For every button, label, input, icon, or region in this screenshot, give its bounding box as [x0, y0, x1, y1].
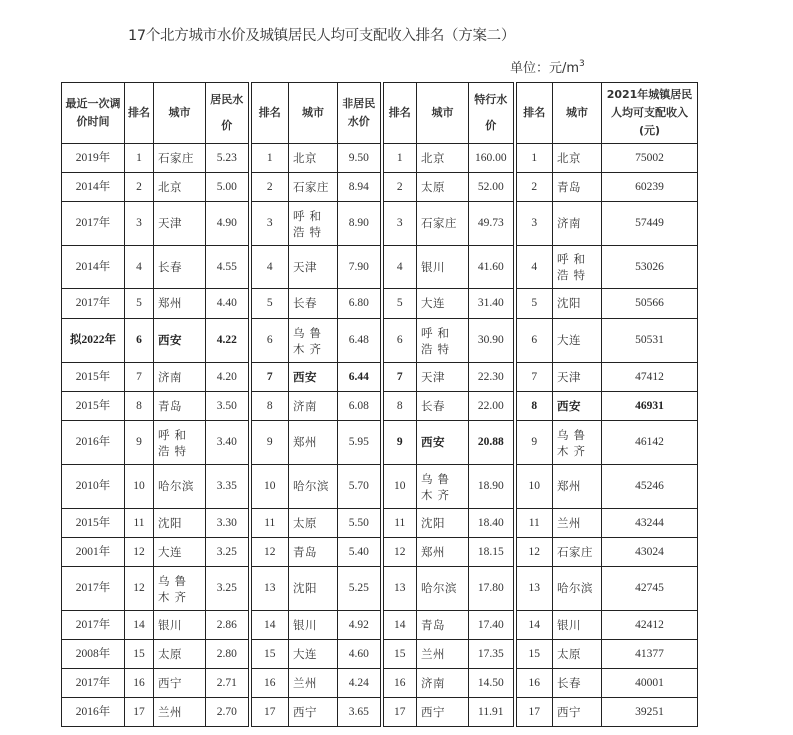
table-row	[62, 611, 698, 640]
table-row	[62, 698, 698, 727]
header-income: 2021年城镇居民人均可支配收入(元)	[602, 83, 698, 144]
cell-income-rank: 11	[515, 509, 553, 538]
cell-nonresidential-city: 西安	[289, 363, 338, 392]
cell-nonresidential-price: 6.48	[338, 319, 382, 363]
cell-residential-city: 西安	[154, 319, 206, 363]
cell-special-city: 北京	[417, 144, 469, 173]
cell-nonresidential-city: 石家庄	[289, 173, 338, 202]
header-adjust-time: 最近一次调价时间	[62, 83, 125, 144]
cell-income-value: 47412	[602, 363, 698, 392]
cell-special-price: 17.80	[469, 567, 515, 611]
cell-nonresidential-rank: 8	[250, 392, 289, 421]
cell-special-city: 长春	[417, 392, 469, 421]
header-g2-rank: 排名	[250, 83, 289, 144]
cell-special-city: 西安	[417, 421, 469, 465]
cell-adjust-time: 2015年	[62, 363, 125, 392]
cell-nonresidential-price: 5.50	[338, 509, 382, 538]
cell-income-city: 西安	[553, 392, 602, 421]
cell-adjust-time: 2017年	[62, 611, 125, 640]
cell-nonresidential-city: 青岛	[289, 538, 338, 567]
cell-residential-city: 北京	[154, 173, 206, 202]
cell-income-city: 太原	[553, 640, 602, 669]
cell-income-value: 57449	[602, 202, 698, 246]
cell-residential-rank: 4	[125, 246, 154, 289]
cell-residential-price: 2.86	[206, 611, 250, 640]
header-row	[62, 83, 698, 144]
cell-income-city: 沈阳	[553, 289, 602, 319]
cell-residential-price: 4.20	[206, 363, 250, 392]
cell-residential-price: 2.80	[206, 640, 250, 669]
cell-nonresidential-rank: 12	[250, 538, 289, 567]
cell-adjust-time: 2015年	[62, 509, 125, 538]
cell-special-price: 14.50	[469, 669, 515, 698]
cell-adjust-time: 2017年	[62, 567, 125, 611]
table-row	[62, 363, 698, 392]
cell-income-rank: 8	[515, 392, 553, 421]
cell-special-price: 11.91	[469, 698, 515, 727]
cell-special-city: 济南	[417, 669, 469, 698]
cell-adjust-time: 拟2022年	[62, 319, 125, 363]
cell-residential-rank: 8	[125, 392, 154, 421]
table-row	[62, 669, 698, 698]
table-row	[62, 640, 698, 669]
cell-special-rank: 12	[382, 538, 417, 567]
table-row	[62, 392, 698, 421]
cell-special-price: 41.60	[469, 246, 515, 289]
cell-nonresidential-price: 4.24	[338, 669, 382, 698]
cell-special-rank: 8	[382, 392, 417, 421]
cell-nonresidential-rank: 6	[250, 319, 289, 363]
header-residential-price: 居民水价	[206, 83, 250, 144]
cell-residential-city: 济南	[154, 363, 206, 392]
cell-nonresidential-city: 西宁	[289, 698, 338, 727]
cell-nonresidential-price: 8.90	[338, 202, 382, 246]
unit-superscript: 3	[579, 59, 585, 69]
cell-residential-rank: 7	[125, 363, 154, 392]
cell-income-value: 43244	[602, 509, 698, 538]
header-g1-city: 城市	[154, 83, 206, 144]
cell-income-rank: 12	[515, 538, 553, 567]
cell-residential-rank: 6	[125, 319, 154, 363]
cell-income-city: 青岛	[553, 173, 602, 202]
cell-nonresidential-price: 5.40	[338, 538, 382, 567]
cell-special-rank: 4	[382, 246, 417, 289]
cell-special-price: 52.00	[469, 173, 515, 202]
table-row	[62, 202, 698, 246]
header-g4-rank: 排名	[515, 83, 553, 144]
cell-nonresidential-price: 4.60	[338, 640, 382, 669]
cell-income-city: 乌鲁木齐	[553, 421, 602, 465]
cell-residential-city: 西宁	[154, 669, 206, 698]
cell-residential-city: 石家庄	[154, 144, 206, 173]
cell-residential-rank: 10	[125, 465, 154, 509]
cell-special-rank: 3	[382, 202, 417, 246]
cell-residential-price: 3.35	[206, 465, 250, 509]
cell-nonresidential-city: 太原	[289, 509, 338, 538]
cell-income-city: 大连	[553, 319, 602, 363]
cell-income-city: 郑州	[553, 465, 602, 509]
cell-nonresidential-price: 3.65	[338, 698, 382, 727]
cell-income-value: 39251	[602, 698, 698, 727]
cell-adjust-time: 2017年	[62, 289, 125, 319]
cell-residential-city: 天津	[154, 202, 206, 246]
table-row	[62, 319, 698, 363]
header-g4-city: 城市	[553, 83, 602, 144]
cell-nonresidential-city: 银川	[289, 611, 338, 640]
cell-residential-city: 郑州	[154, 289, 206, 319]
header-g2-city: 城市	[289, 83, 338, 144]
cell-special-price: 18.90	[469, 465, 515, 509]
cell-nonresidential-city: 乌鲁木齐	[289, 319, 338, 363]
cell-adjust-time: 2015年	[62, 392, 125, 421]
cell-residential-price: 3.30	[206, 509, 250, 538]
cell-residential-price: 3.50	[206, 392, 250, 421]
cell-nonresidential-rank: 5	[250, 289, 289, 319]
cell-adjust-time: 2014年	[62, 246, 125, 289]
cell-residential-price: 3.40	[206, 421, 250, 465]
cell-nonresidential-price: 8.94	[338, 173, 382, 202]
header-nonresidential-price: 非居民水价	[338, 83, 382, 144]
cell-income-city: 哈尔滨	[553, 567, 602, 611]
cell-special-city: 太原	[417, 173, 469, 202]
cell-special-city: 郑州	[417, 538, 469, 567]
cell-nonresidential-price: 9.50	[338, 144, 382, 173]
cell-special-rank: 17	[382, 698, 417, 727]
cell-special-city: 西宁	[417, 698, 469, 727]
cell-residential-rank: 1	[125, 144, 154, 173]
cell-income-value: 60239	[602, 173, 698, 202]
cell-residential-price: 5.00	[206, 173, 250, 202]
cell-adjust-time: 2008年	[62, 640, 125, 669]
cell-income-city: 济南	[553, 202, 602, 246]
cell-residential-price: 4.22	[206, 319, 250, 363]
cell-nonresidential-city: 沈阳	[289, 567, 338, 611]
cell-adjust-time: 2014年	[62, 173, 125, 202]
cell-income-rank: 1	[515, 144, 553, 173]
cell-nonresidential-price: 4.92	[338, 611, 382, 640]
cell-special-rank: 6	[382, 319, 417, 363]
cell-residential-city: 长春	[154, 246, 206, 289]
cell-nonresidential-rank: 4	[250, 246, 289, 289]
cell-nonresidential-rank: 15	[250, 640, 289, 669]
cell-special-price: 31.40	[469, 289, 515, 319]
cell-residential-city: 银川	[154, 611, 206, 640]
header-special-industry-price: 特行水价	[469, 83, 515, 144]
cell-income-city: 银川	[553, 611, 602, 640]
cell-income-rank: 14	[515, 611, 553, 640]
cell-nonresidential-rank: 10	[250, 465, 289, 509]
cell-income-rank: 2	[515, 173, 553, 202]
cell-nonresidential-city: 大连	[289, 640, 338, 669]
cell-residential-rank: 2	[125, 173, 154, 202]
cell-nonresidential-price: 6.08	[338, 392, 382, 421]
cell-income-rank: 9	[515, 421, 553, 465]
cell-residential-city: 乌鲁木齐	[154, 567, 206, 611]
cell-income-city: 石家庄	[553, 538, 602, 567]
table-body	[62, 144, 698, 727]
cell-nonresidential-rank: 16	[250, 669, 289, 698]
table-row	[62, 246, 698, 289]
cell-income-city: 西宁	[553, 698, 602, 727]
cell-residential-city: 青岛	[154, 392, 206, 421]
cell-nonresidential-price: 6.44	[338, 363, 382, 392]
cell-nonresidential-rank: 14	[250, 611, 289, 640]
cell-income-value: 50531	[602, 319, 698, 363]
cell-income-value: 46931	[602, 392, 698, 421]
cell-nonresidential-city: 长春	[289, 289, 338, 319]
cell-income-value: 40001	[602, 669, 698, 698]
cell-income-value: 42745	[602, 567, 698, 611]
cell-residential-rank: 12	[125, 567, 154, 611]
cell-special-price: 160.00	[469, 144, 515, 173]
header-g1-rank: 排名	[125, 83, 154, 144]
cell-nonresidential-rank: 13	[250, 567, 289, 611]
cell-adjust-time: 2019年	[62, 144, 125, 173]
cell-residential-price: 2.71	[206, 669, 250, 698]
cell-residential-price: 3.25	[206, 567, 250, 611]
cell-residential-price: 2.70	[206, 698, 250, 727]
cell-special-city: 天津	[417, 363, 469, 392]
cell-nonresidential-rank: 2	[250, 173, 289, 202]
cell-income-rank: 5	[515, 289, 553, 319]
cell-special-city: 哈尔滨	[417, 567, 469, 611]
cell-income-city: 北京	[553, 144, 602, 173]
cell-special-rank: 5	[382, 289, 417, 319]
cell-nonresidential-city: 哈尔滨	[289, 465, 338, 509]
water-price-income-ranking-table	[61, 82, 698, 727]
cell-special-rank: 11	[382, 509, 417, 538]
cell-adjust-time: 2016年	[62, 698, 125, 727]
cell-residential-city: 兰州	[154, 698, 206, 727]
table-row	[62, 509, 698, 538]
table-row	[62, 538, 698, 567]
cell-income-city: 呼和浩特	[553, 246, 602, 289]
cell-income-city: 兰州	[553, 509, 602, 538]
cell-nonresidential-rank: 1	[250, 144, 289, 173]
cell-nonresidential-city: 天津	[289, 246, 338, 289]
cell-adjust-time: 2001年	[62, 538, 125, 567]
cell-special-price: 20.88	[469, 421, 515, 465]
cell-income-rank: 16	[515, 669, 553, 698]
cell-residential-city: 哈尔滨	[154, 465, 206, 509]
cell-adjust-time: 2010年	[62, 465, 125, 509]
header-g3-rank: 排名	[382, 83, 417, 144]
cell-special-city: 兰州	[417, 640, 469, 669]
cell-residential-price: 4.40	[206, 289, 250, 319]
cell-special-rank: 7	[382, 363, 417, 392]
page-title: 17个北方城市水价及城镇居民人均可支配收入排名（方案二）	[128, 28, 516, 44]
cell-special-price: 18.15	[469, 538, 515, 567]
unit-label	[510, 57, 585, 76]
cell-income-rank: 10	[515, 465, 553, 509]
cell-special-price: 49.73	[469, 202, 515, 246]
cell-special-price: 17.40	[469, 611, 515, 640]
cell-income-rank: 3	[515, 202, 553, 246]
cell-special-price: 18.40	[469, 509, 515, 538]
cell-income-rank: 13	[515, 567, 553, 611]
unit-text: 单位：元/m	[510, 61, 580, 76]
table-row	[62, 567, 698, 611]
cell-residential-city: 大连	[154, 538, 206, 567]
header-g3-city: 城市	[417, 83, 469, 144]
cell-special-rank: 9	[382, 421, 417, 465]
cell-nonresidential-city: 郑州	[289, 421, 338, 465]
cell-nonresidential-city: 济南	[289, 392, 338, 421]
cell-residential-rank: 5	[125, 289, 154, 319]
cell-adjust-time: 2017年	[62, 669, 125, 698]
cell-residential-price: 4.90	[206, 202, 250, 246]
cell-nonresidential-rank: 17	[250, 698, 289, 727]
cell-residential-rank: 17	[125, 698, 154, 727]
cell-nonresidential-price: 5.25	[338, 567, 382, 611]
cell-income-value: 43024	[602, 538, 698, 567]
cell-special-price: 17.35	[469, 640, 515, 669]
cell-income-value: 41377	[602, 640, 698, 669]
table-row	[62, 465, 698, 509]
cell-residential-city: 沈阳	[154, 509, 206, 538]
cell-income-rank: 6	[515, 319, 553, 363]
cell-special-city: 石家庄	[417, 202, 469, 246]
cell-income-rank: 17	[515, 698, 553, 727]
cell-nonresidential-price: 5.70	[338, 465, 382, 509]
table-row	[62, 289, 698, 319]
cell-special-city: 沈阳	[417, 509, 469, 538]
cell-special-rank: 1	[382, 144, 417, 173]
cell-special-city: 青岛	[417, 611, 469, 640]
cell-nonresidential-rank: 7	[250, 363, 289, 392]
cell-adjust-time: 2017年	[62, 202, 125, 246]
table-row	[62, 421, 698, 465]
cell-residential-price: 3.25	[206, 538, 250, 567]
cell-residential-city: 呼和浩特	[154, 421, 206, 465]
cell-income-value: 50566	[602, 289, 698, 319]
cell-income-rank: 4	[515, 246, 553, 289]
cell-nonresidential-city: 北京	[289, 144, 338, 173]
cell-residential-rank: 3	[125, 202, 154, 246]
cell-special-city: 乌鲁木齐	[417, 465, 469, 509]
cell-income-city: 天津	[553, 363, 602, 392]
cell-special-rank: 15	[382, 640, 417, 669]
cell-special-rank: 2	[382, 173, 417, 202]
cell-special-city: 银川	[417, 246, 469, 289]
cell-nonresidential-rank: 3	[250, 202, 289, 246]
cell-residential-rank: 16	[125, 669, 154, 698]
cell-income-value: 75002	[602, 144, 698, 173]
cell-nonresidential-rank: 11	[250, 509, 289, 538]
cell-income-rank: 15	[515, 640, 553, 669]
cell-special-city: 大连	[417, 289, 469, 319]
cell-income-value: 42412	[602, 611, 698, 640]
table-row	[62, 144, 698, 173]
table-row	[62, 173, 698, 202]
cell-nonresidential-price: 5.95	[338, 421, 382, 465]
cell-residential-rank: 9	[125, 421, 154, 465]
cell-residential-rank: 14	[125, 611, 154, 640]
cell-income-value: 46142	[602, 421, 698, 465]
cell-adjust-time: 2016年	[62, 421, 125, 465]
cell-special-rank: 10	[382, 465, 417, 509]
cell-income-rank: 7	[515, 363, 553, 392]
cell-residential-rank: 11	[125, 509, 154, 538]
cell-income-value: 53026	[602, 246, 698, 289]
cell-special-price: 22.30	[469, 363, 515, 392]
cell-special-price: 22.00	[469, 392, 515, 421]
cell-special-rank: 14	[382, 611, 417, 640]
cell-special-rank: 16	[382, 669, 417, 698]
cell-residential-rank: 15	[125, 640, 154, 669]
cell-special-price: 30.90	[469, 319, 515, 363]
cell-nonresidential-price: 7.90	[338, 246, 382, 289]
cell-nonresidential-price: 6.80	[338, 289, 382, 319]
cell-income-value: 45246	[602, 465, 698, 509]
cell-residential-price: 4.55	[206, 246, 250, 289]
cell-residential-price: 5.23	[206, 144, 250, 173]
cell-nonresidential-city: 兰州	[289, 669, 338, 698]
cell-residential-rank: 12	[125, 538, 154, 567]
cell-nonresidential-city: 呼和浩特	[289, 202, 338, 246]
cell-income-city: 长春	[553, 669, 602, 698]
cell-special-city: 呼和浩特	[417, 319, 469, 363]
cell-residential-city: 太原	[154, 640, 206, 669]
cell-special-rank: 13	[382, 567, 417, 611]
cell-nonresidential-rank: 9	[250, 421, 289, 465]
